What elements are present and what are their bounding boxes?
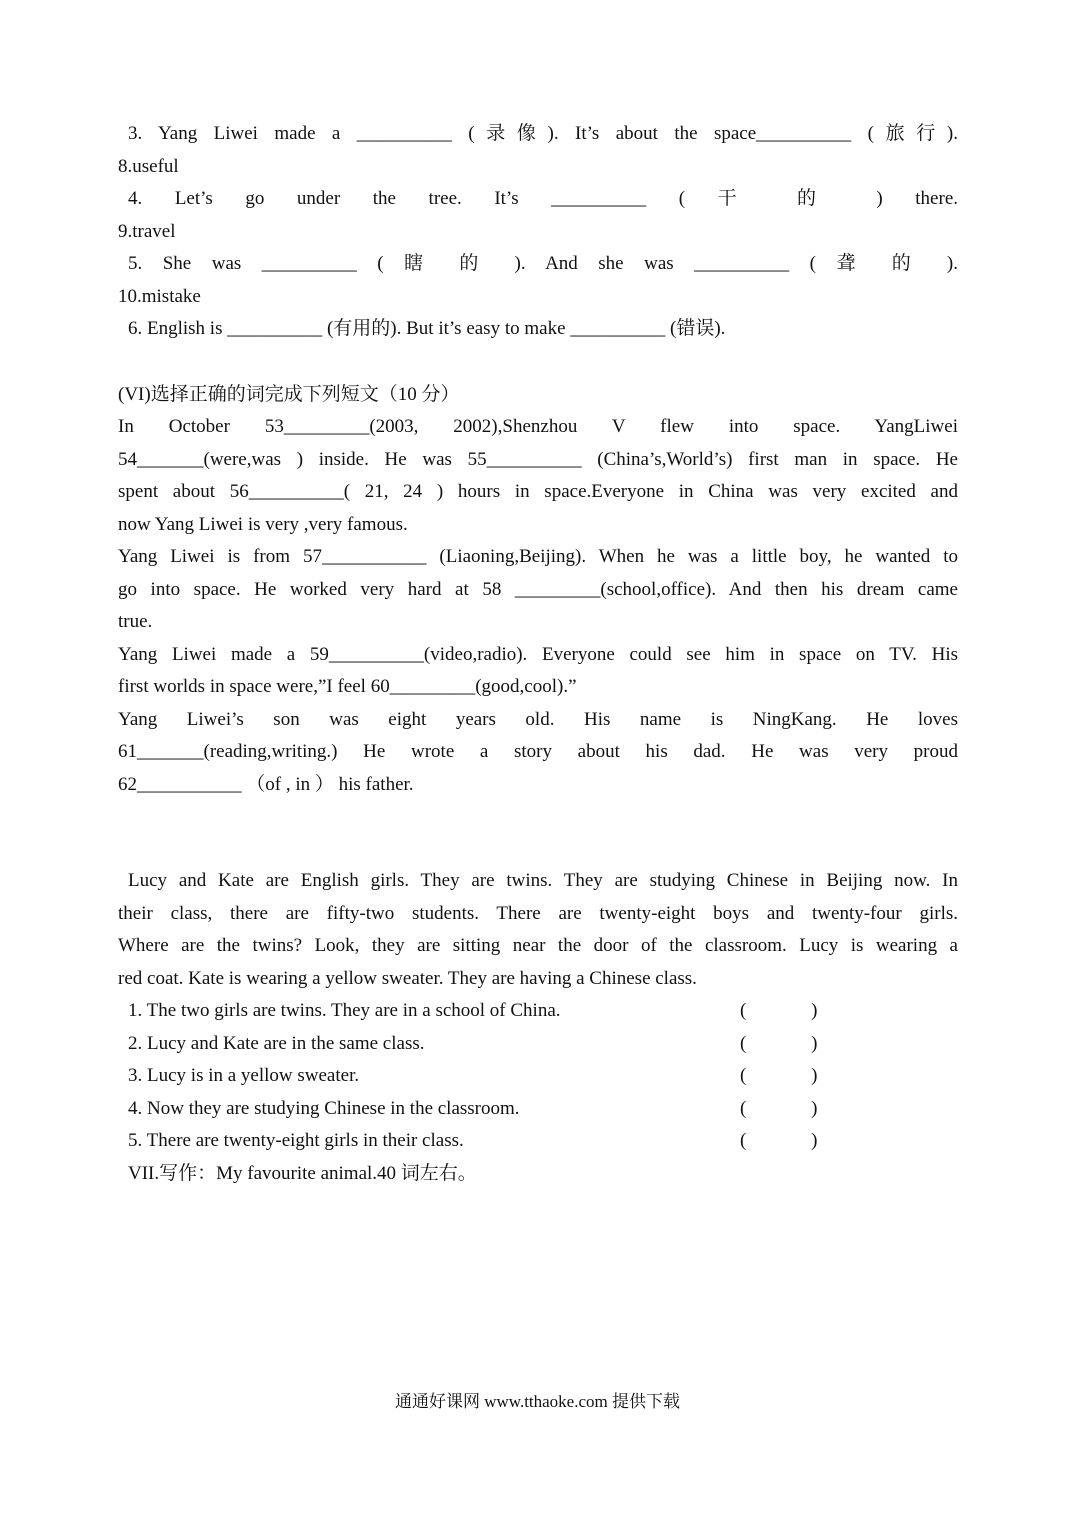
passage-line: Yang Liwei made a 59__________(video,radio). Everyone could see him in space on TV. His: [118, 643, 958, 665]
writing-task-heading: VII.写作：My favourite animal.40 词左右。: [128, 1162, 477, 1184]
word-bank-item: 10.mistake: [118, 285, 201, 307]
word-bank-item: 9.travel: [118, 220, 176, 242]
reading-line: red coat. Kate is wearing a yellow sweater. They are having a Chinese class.: [118, 967, 697, 989]
word-bank-item: 8.useful: [118, 155, 179, 177]
question-text: 3. Lucy is in a yellow sweater.: [128, 1065, 360, 1086]
page-footer: 通通好课网 www.tthaoke.com 提供下载: [394, 1392, 681, 1411]
answer-blank: ( ): [740, 1130, 848, 1151]
question-row: [118, 1060, 848, 1093]
spacer: [118, 801, 958, 865]
question-text: 1. The two girls are twins. They are in a school of China.: [128, 1000, 561, 1021]
answer-blank: ( ): [740, 1065, 848, 1086]
passage-line: In October 53_________(2003, 2002),Shenzhou V flew into space. YangLiwei: [118, 416, 958, 437]
section-heading: (VI)选择正确的词完成下列短文（10 分）: [118, 383, 460, 405]
reading-line: Where are the twins? Look, they are sitting near the door of the classroom. Lucy is wearing a: [118, 935, 958, 956]
question-text: 4. Now they are studying Chinese in the classroom.: [128, 1097, 520, 1119]
passage-line: 62___________ （of , in ） his father.: [118, 773, 414, 795]
answer-blank: ( ): [740, 1097, 848, 1119]
passage-line: true.: [118, 611, 153, 632]
exercise-line-3: 3. Yang Liwei made a __________ (录像). It’s about the space__________ (旅行).: [128, 123, 958, 144]
passage-line: now Yang Liwei is very ,very famous.: [118, 513, 408, 535]
document-page: [118, 118, 958, 1190]
passage-line: first worlds in space were,”I feel 60_________(good,cool).”: [118, 676, 577, 697]
passage-line: 54_______(were,was ) inside. He was 55__________ (China’s,World’s) first man in space. He: [118, 448, 958, 470]
passage-line: spent about 56__________( 21, 24 ) hours in space.Everyone in China was very excited and: [118, 481, 958, 502]
passage-line: 61_______(reading,writing.) He wrote a story about his dad. He was very proud: [118, 741, 958, 762]
question-row: [118, 1125, 848, 1158]
reading-line: Lucy and Kate are English girls. They are twins. They are studying Chinese in Beijing now. In: [128, 870, 958, 891]
passage-line: Yang Liwei’s son was eight years old. His name is NingKang. He loves: [118, 708, 958, 730]
answer-blank: ( ): [740, 1032, 848, 1054]
passage-line: Yang Liwei is from 57___________ (Liaoning,Beijing). When he was a little boy, he wanted to: [118, 546, 958, 567]
reading-line: their class, there are fifty-two students. There are twenty-eight boys and twenty-four girls.: [118, 902, 958, 924]
question-row: [118, 1028, 848, 1061]
question-row: [118, 1093, 848, 1126]
passage-line: go into space. He worked very hard at 58 _________(school,office). And then his dream came: [118, 578, 958, 600]
section-v: [118, 118, 958, 346]
question-text: 5. There are twenty-eight girls in their class.: [128, 1130, 464, 1151]
question-row: [118, 995, 848, 1028]
section-vi: [118, 379, 958, 802]
exercise-line-5: 5. She was __________ ( 瞎 的 ). And she was __________ ( 聋 的 ).: [128, 253, 958, 274]
answer-blank: ( ): [740, 1000, 848, 1021]
exercise-line-6: 6. English is __________ (有用的). But it’s easy to make __________ (错误).: [128, 318, 726, 339]
exercise-line-4: 4. Let’s go under the tree. It’s __________ ( 干 的 ) there.: [128, 188, 958, 209]
question-text: 2. Lucy and Kate are in the same class.: [128, 1032, 425, 1054]
spacer: [118, 346, 958, 379]
reading-section: [118, 865, 958, 1158]
